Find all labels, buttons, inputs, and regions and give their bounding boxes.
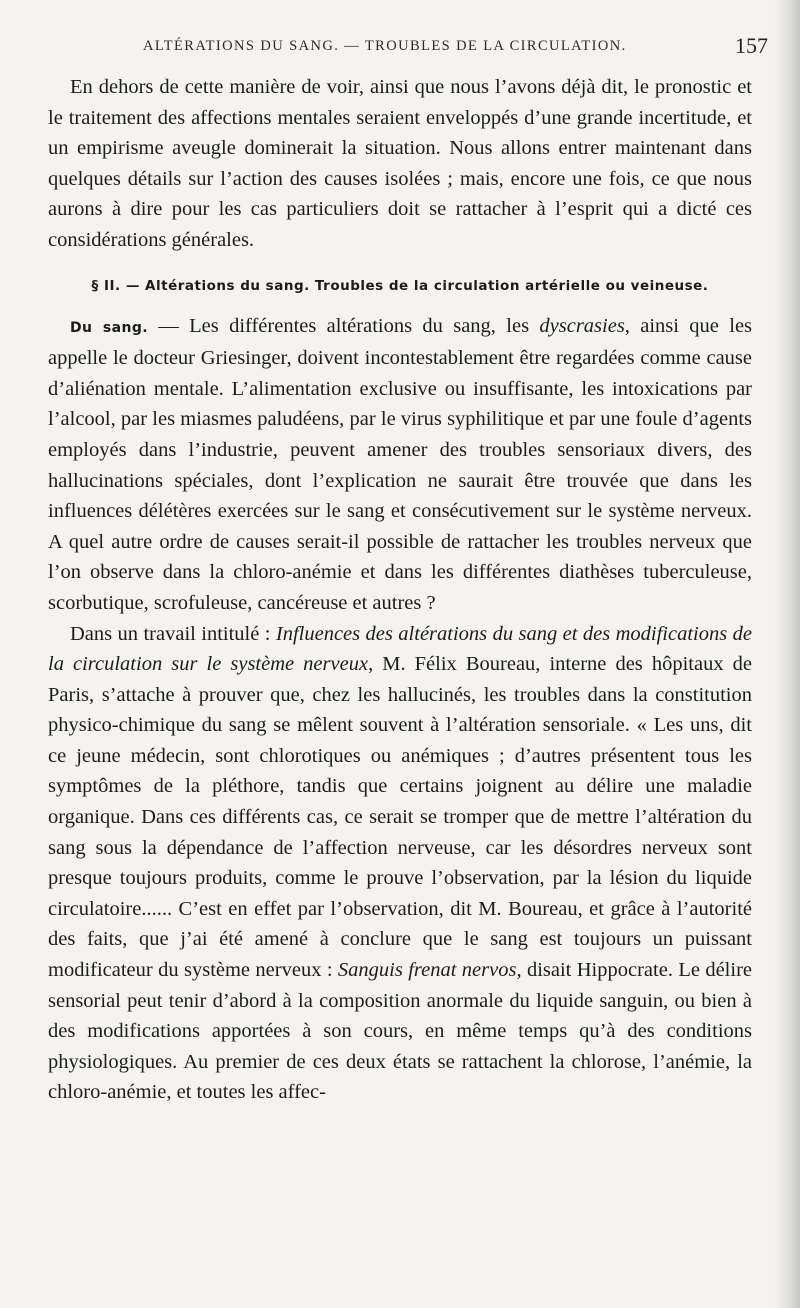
page-edge-shadow	[774, 0, 800, 1308]
running-title: ALTÉRATIONS DU SANG. — TROUBLES DE LA CIRCULATION.	[143, 38, 627, 54]
paragraph-1: En dehors de cette manière de voir, ainsi que nous l’avons déjà dit, le pronostic et le traitement des affections mentales seraient enveloppés d’une grande incertitude, et un empirisme aveugle dominerait la situation. Nous allons entrer maintenant dans quelques détails sur l’action des causes isolées ; mais, encore une fois, ce que nous aurons à dire pour les cas particuliers doit se rattacher à l’esprit qui a dicté ces considérations générales.	[48, 76, 752, 251]
paragraph-2-text-b: , ainsi que les appelle le docteur Griesinger, doivent incontestablement être regardées comme cause d’aliénation mentale. L’alimentation exclusive ou insuffisante, les intoxications par l’alcool, par les miasmes paludéens, par le virus syphilitique et par une foule d’agents employés dans l’industrie, peuvent amener des troubles sensoriaux divers, des hallucinations spéciales, dont l’explication ne saurait être trouvée que dans les influences délétères exercées sur le sang et consécutivement sur le système nerveux. A quel autre ordre de causes serait-il possible de rattacher les troubles nerveux que l’on observe dans la chloro-anémie et dans les différentes diathèses tuberculeuse, scorbutique, scrofuleuse, cancéreuse et autres ?	[48, 314, 753, 614]
paragraph-3-italic-title: Influences des altérations du sang et des modifications de la circulation sur le système nerveux	[48, 622, 752, 676]
paragraph-2	[48, 311, 752, 619]
paragraph-2-italic: dyscrasies	[539, 314, 625, 337]
run-in-heading: Du sang.	[70, 319, 148, 336]
paragraph-2-text-a: — Les différentes altérations du sang, les	[147, 314, 540, 337]
paragraph-3-text-b: , M. Félix Boureau, interne des hôpitaux de Paris, s’attache à prouver que, chez les hallucinés, les troubles dans la constitution physico-chimique du sang se mêlent souvent à l’altération sensoriale. « Les uns, dit ce jeune médecin, sont chlorotiques ou anémiques ; d’autres présentent tous les symptômes de la pléthore, tandis que certains joignent au délire une maladie organique. Dans ces différents cas, ce serait se tromper que de mettre l’altération du sang sous la dépendance de l’affection nerveuse, car les désordres nerveux sont presque toujours produits, comme le prouve l’observation, par la lésion du liquide circulatoire...... C’est en effet par l’observation, dit M. Boureau, et grâce à l’autorité des faits, que j’ai été amené à conclure que le sang est toujours un puissant modificateur du système nerveux :	[48, 653, 752, 982]
page-number: 157	[735, 33, 768, 58]
body-text	[48, 72, 752, 1108]
paragraph-3-italic-quote: Sanguis frenat nervos	[337, 959, 517, 982]
section-heading: § II. — Altérations du sang. Troubles de la circulation artérielle ou veineuse.	[91, 277, 709, 294]
paragraph-3-text-a: Dans un travail intitulé :	[70, 622, 276, 645]
paragraph-3-text-c: , disait Hippocrate. Le délire sensorial peut tenir d’abord à la composition anormale du liquide sanguin, ou bien à des modifications apportées à son cours, en même temps qu’à des conditions physiologiques. Au premier de ces deux états se rattachent la chlorose, l’anémie, la chloro-anémie, et toutes les affec-	[48, 959, 752, 1104]
running-header	[48, 33, 768, 62]
paragraph-3	[48, 619, 752, 1109]
